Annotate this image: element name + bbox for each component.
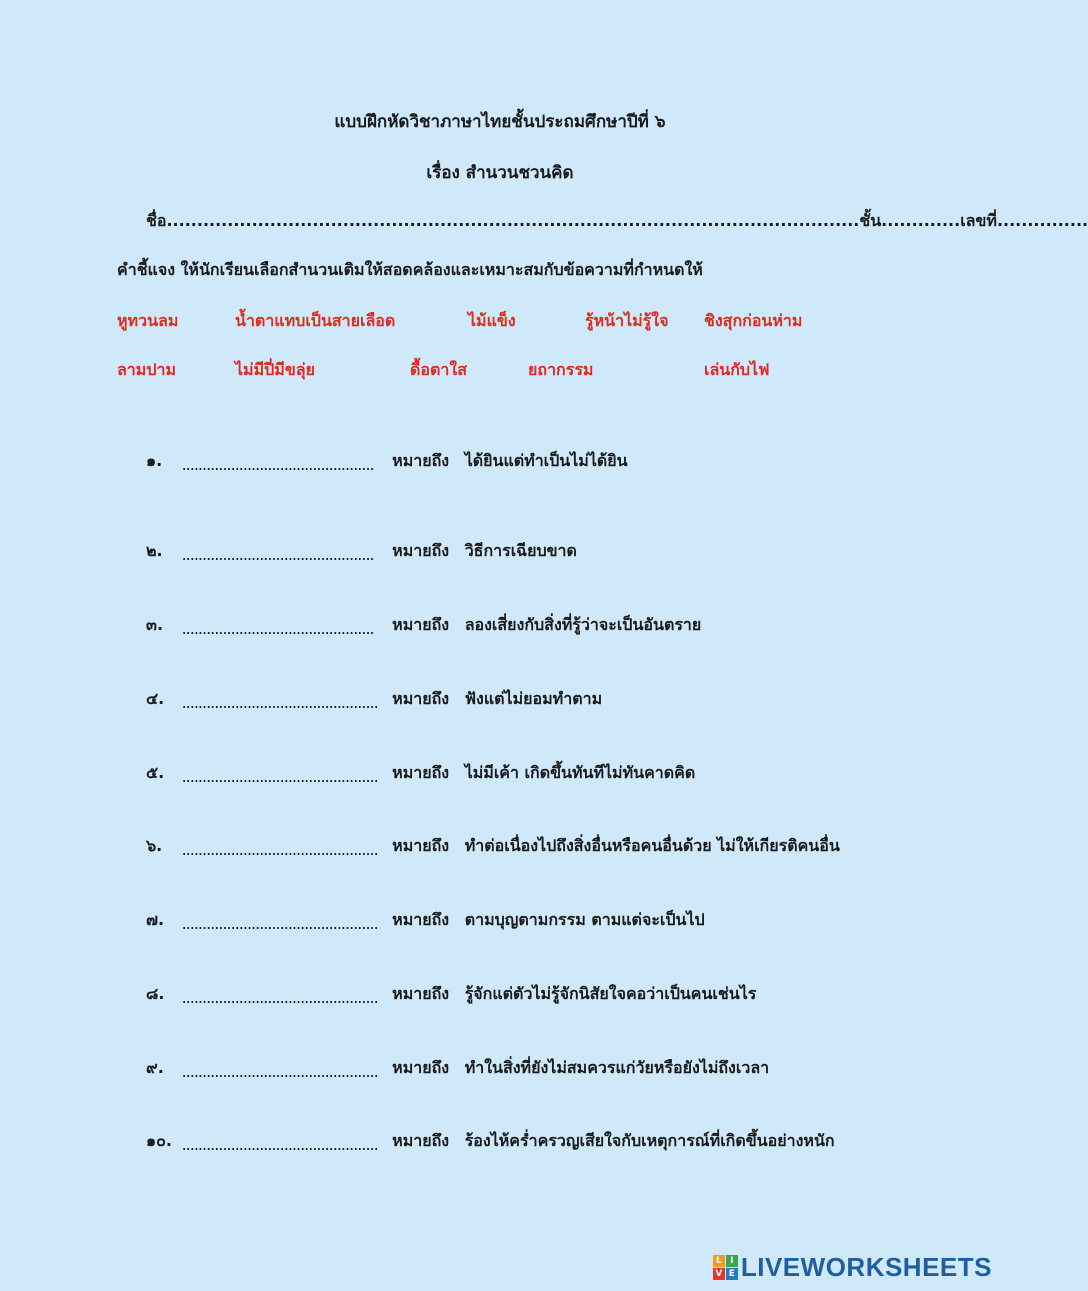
answer-blank[interactable]: ................................................ (181, 914, 378, 933)
logo-letter: L (713, 1255, 725, 1267)
word-bank-item: หูทวนลม (117, 311, 179, 330)
question-item-3 (146, 613, 936, 638)
definition-text: ตามบุญตามกรรม ตามแต่จะเป็นไป (464, 910, 705, 929)
question-item-2 (146, 539, 936, 564)
word-bank-item: น้ำตาแทบเป็นสายเลือด (235, 311, 396, 330)
definition-text: รู้จักแต่ตัวไม่รู้จักนิสัยใจคอว่าเป็นคนเช่นไร (464, 984, 757, 1003)
question-item-4 (146, 687, 936, 712)
means-label: หมายถึง (392, 836, 450, 855)
question-item-9 (146, 1056, 936, 1081)
worksheet-title: แบบฝึกหัดวิชาภาษาไทยชั้นประถมศึกษาปีที่ ๖ (334, 112, 666, 132)
word-bank-item: ดื้อตาใส (410, 360, 467, 379)
definition-text: ลองเสี่ยงกับสิ่งที่รู้ว่าจะเป็นอันตราย (464, 615, 702, 634)
means-label: หมายถึง (392, 541, 450, 560)
logo-blocks-icon (713, 1255, 738, 1280)
definition-text: ทำต่อเนื่องไปถึงสิ่งอื่นหรือคนอื่นด้วย ไม่ให้เกียรติคนอื่น (464, 836, 840, 855)
answer-blank[interactable]: ................................................ (181, 1062, 378, 1081)
word-bank-item: รู้หน้าไม่รู้ใจ (585, 311, 669, 330)
word-bank-item: เล่นกับไฟ (704, 360, 770, 379)
definition-text: ได้ยินแต่ทำเป็นไม่ได้ยิน (464, 451, 628, 470)
definition-text: ฟังแต่ไม่ยอมทำตาม (464, 689, 603, 708)
means-label: หมายถึง (392, 615, 450, 634)
question-number: ๘. (146, 984, 165, 1003)
word-bank-item: ชิงสุกก่อนห่าม (704, 311, 803, 330)
question-item-7 (146, 908, 936, 933)
answer-blank[interactable]: ................................................ (181, 988, 378, 1007)
means-label: หมายถึง (392, 1131, 450, 1150)
question-number: ๔. (146, 689, 165, 708)
answer-blank[interactable]: ................................................ (181, 840, 378, 859)
question-number: ๑๐. (146, 1131, 172, 1150)
logo-letter: E (726, 1268, 738, 1280)
question-item-1 (146, 449, 936, 474)
liveworksheets-logo[interactable] (713, 1252, 992, 1283)
means-label: หมายถึง (392, 1058, 450, 1077)
question-number: ๒. (146, 541, 163, 560)
definition-text: ร้องไห้คร่ำครวญเสียใจกับเหตุการณ์ที่เกิดขึ้นอย่างหนัก (464, 1131, 835, 1150)
means-label: หมายถึง (392, 910, 450, 929)
logo-letter: V (713, 1268, 725, 1280)
question-item-10 (146, 1129, 936, 1154)
means-label: หมายถึง (392, 763, 450, 782)
answer-blank[interactable]: ................................................ (181, 693, 378, 712)
logo-letter: I (726, 1255, 738, 1267)
question-number: ๓. (146, 615, 164, 634)
question-number: ๖. (146, 836, 163, 855)
instruction-text: คำชี้แจง ให้นักเรียนเลือกสำนวนเติมให้สอดคล้องและเหมาะสมกับข้อความที่กำหนดให้ (117, 260, 703, 279)
answer-blank[interactable]: ............................................... (181, 545, 374, 564)
question-item-5 (146, 761, 936, 786)
word-bank-item: ไม้แข็ง (468, 311, 516, 330)
word-bank-item: ลามปาม (117, 360, 177, 379)
means-label: หมายถึง (392, 689, 450, 708)
definition-text: วิธีการเฉียบขาด (464, 541, 577, 560)
answer-blank[interactable]: ............................................... (181, 455, 374, 474)
answer-blank[interactable]: ................................................ (181, 767, 378, 786)
definition-text: ทำในสิ่งที่ยังไม่สมควรแก่วัยหรือยังไม่ถึงเวลา (464, 1058, 770, 1077)
question-number: ๑. (146, 451, 163, 470)
word-bank-item: ยถากรรม (528, 360, 594, 379)
means-label: หมายถึง (392, 984, 450, 1003)
answer-blank[interactable]: ............................................... (181, 619, 374, 638)
definition-text: ไม่มีเค้า เกิดขึ้นทันทีไม่ทันคาดคิด (464, 763, 696, 782)
worksheet-subtitle: เรื่อง สำนวนชวนคิด (426, 163, 574, 183)
answer-blank[interactable]: ................................................ (181, 1135, 378, 1154)
logo-text: LIVEWORKSHEETS (740, 1252, 992, 1282)
means-label: หมายถึง (392, 451, 450, 470)
word-bank-item: ไม่มีปี่มีขลุ่ย (235, 360, 315, 379)
question-item-8 (146, 982, 936, 1007)
question-number: ๕. (146, 763, 165, 782)
student-info-line[interactable]: ชื่อ..................................................................................................................ชั้น.............เลขที่............... (146, 211, 1088, 230)
question-number: ๗. (146, 910, 165, 929)
question-item-6 (146, 834, 936, 859)
question-number: ๙. (146, 1058, 164, 1077)
